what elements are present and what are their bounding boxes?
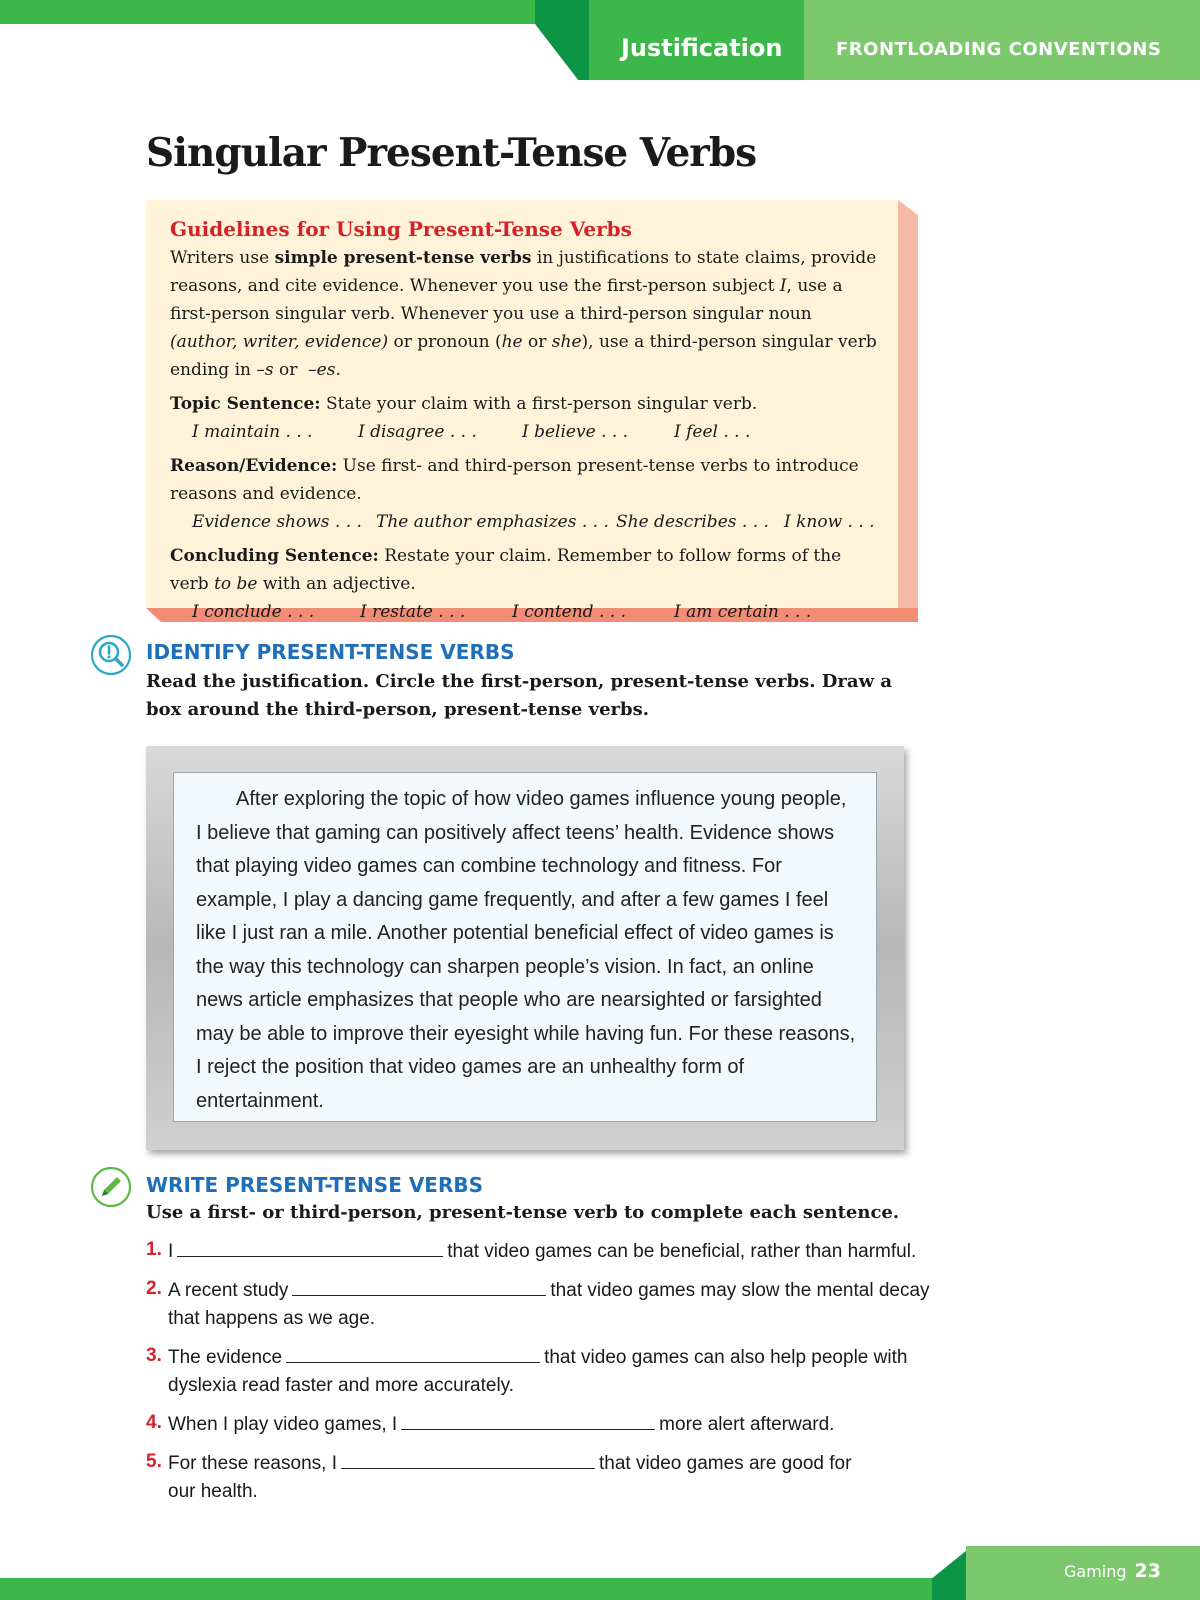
topic-sentence-text: State your claim with a first-person singular verb.	[320, 394, 758, 414]
section-tab	[589, 0, 804, 80]
page-number: 23	[1134, 1560, 1161, 1582]
unit-name: Gaming	[1064, 1562, 1127, 1581]
item-text-before: A recent study	[168, 1280, 289, 1301]
item-text-after: that video games may slow the mental decay that happens as we age.	[168, 1280, 930, 1329]
list-item	[146, 1409, 946, 1439]
identify-heading: IDENTIFY PRESENT-TENSE VERBS	[146, 640, 515, 664]
section-tab-label: Justification	[621, 34, 783, 62]
footer-tab	[966, 1546, 1200, 1600]
example: I feel . . .	[674, 422, 751, 442]
header-stripe	[0, 0, 535, 24]
header-notch	[535, 0, 595, 80]
item-text-before: For these reasons, I	[168, 1453, 337, 1474]
reason-evidence-guideline	[170, 452, 878, 508]
item-number: 3.	[146, 1345, 162, 1366]
example: I restate . . .	[360, 602, 466, 622]
intro-text: ), use a third-person singular verb ending in	[170, 332, 877, 380]
example: I contend . . .	[512, 602, 626, 622]
intro-text: or pronoun (	[388, 332, 502, 352]
write-heading: WRITE PRESENT-TENSE VERBS	[146, 1173, 484, 1197]
list-item	[146, 1342, 946, 1400]
passage-text: After exploring the topic of how video games influence young people, I believe that gaming can positively affect teens’ health. Evidence shows that playing video games can combine technology and fitness. For example, I play a dancing game frequently, and after a few games I feel like I just ran a mile. Another potential beneficial effect of video games is the way this technology can sharpen people’s vision. In fact, an online news article emphasizes that people who are nearsighted or farsighted may be able to improve their eyesight while having fun. For these reasons, I reject the position that video games are an unhealthy form of entertainment.	[196, 788, 856, 1112]
example: I disagree . . .	[358, 422, 477, 442]
item-number: 4.	[146, 1412, 162, 1433]
example: I am certain . . .	[674, 602, 812, 622]
concluding-italic: to be	[214, 574, 258, 594]
example: The author emphasizes . . .	[376, 512, 609, 532]
topic-examples	[170, 418, 878, 446]
page-title: Singular Present-Tense Verbs	[146, 130, 757, 176]
list-item	[146, 1275, 946, 1333]
example: Evidence shows . . .	[192, 512, 362, 532]
reason-evidence-text: Use first- and third-person present-tense verbs to introduce reasons and evidence.	[170, 456, 859, 504]
concluding-sentence-text: Restate your claim. Remember to follow forms of the verb	[170, 546, 842, 594]
list-item	[146, 1236, 946, 1266]
intro-italic: he	[501, 332, 523, 352]
item-text-after: that video games can also help people with dyslexia read faster and more accurately.	[168, 1347, 908, 1396]
reason-evidence-label: Reason/Evidence:	[170, 456, 338, 476]
justification-passage	[173, 772, 877, 1122]
intro-text: or	[522, 332, 552, 352]
intro-italic: I	[779, 276, 787, 296]
concluding-sentence-text: with an adjective.	[257, 574, 416, 594]
intro-italic: (author, writer, evidence)	[170, 332, 389, 352]
item-text-after: that video games are good for our health.	[168, 1453, 852, 1502]
intro-text: .	[335, 360, 341, 380]
intro-text: Writers use	[170, 248, 275, 268]
identify-instruction: Read the justification. Circle the first-person, present-tense verbs. Draw a box around the third-person, present-tense verbs.	[146, 671, 892, 720]
answer-blank[interactable]	[292, 1275, 546, 1296]
write-instruction: Use a first- or third-person, present-tense verb to complete each sentence.	[146, 1202, 900, 1223]
concluding-sentence-label: Concluding Sentence:	[170, 546, 379, 566]
concluding-sentence-guideline	[170, 542, 878, 598]
write-items-list	[146, 1236, 946, 1515]
intro-bold: simple present-tense verbs	[274, 248, 532, 268]
intro-italic: –s	[256, 360, 274, 380]
item-text-after: that video games can be beneficial, rather than harmful.	[447, 1241, 917, 1262]
item-text-before: When I play video games, I	[168, 1414, 398, 1435]
guidelines-box	[146, 200, 898, 622]
example: I believe . . .	[522, 422, 629, 442]
intro-text: or	[273, 360, 309, 380]
intro-text: , use a first-person singular verb. Whenever you use a third-person singular noun	[170, 276, 843, 324]
topic-sentence-guideline	[170, 390, 878, 418]
item-number: 1.	[146, 1239, 162, 1260]
footer-stripe	[0, 1578, 940, 1600]
intro-italic: –es	[308, 360, 336, 380]
topic-sentence-label: Topic Sentence:	[170, 394, 321, 414]
answer-blank[interactable]	[341, 1448, 595, 1469]
example: I maintain . . .	[192, 422, 313, 442]
guidelines-box-shadow	[898, 200, 918, 618]
pencil-icon	[90, 1166, 132, 1208]
intro-italic: she	[551, 332, 582, 352]
category-tab: FRONTLOADING CONVENTIONS	[804, 0, 1200, 80]
item-text-before: I	[168, 1241, 174, 1262]
magnifier-alert-icon	[90, 634, 132, 676]
item-text-before: The evidence	[168, 1347, 283, 1368]
concluding-examples	[170, 598, 878, 626]
example: I know . . .	[784, 512, 875, 532]
reason-examples	[170, 508, 878, 536]
example: She describes . . .	[616, 512, 769, 532]
guidelines-intro	[170, 244, 878, 384]
answer-blank[interactable]	[401, 1409, 655, 1430]
item-number: 5.	[146, 1451, 162, 1472]
intro-text: in justifications to state claims, provide reasons, and cite evidence. Whenever you use the first-person subject	[170, 248, 877, 296]
example: I conclude . . .	[192, 602, 315, 622]
answer-blank[interactable]	[286, 1342, 540, 1363]
guidelines-title: Guidelines for Using Present-Tense Verbs	[170, 217, 632, 241]
item-text-after: more alert afterward.	[659, 1414, 835, 1435]
answer-blank[interactable]	[177, 1236, 443, 1257]
item-number: 2.	[146, 1278, 162, 1299]
list-item	[146, 1448, 946, 1506]
